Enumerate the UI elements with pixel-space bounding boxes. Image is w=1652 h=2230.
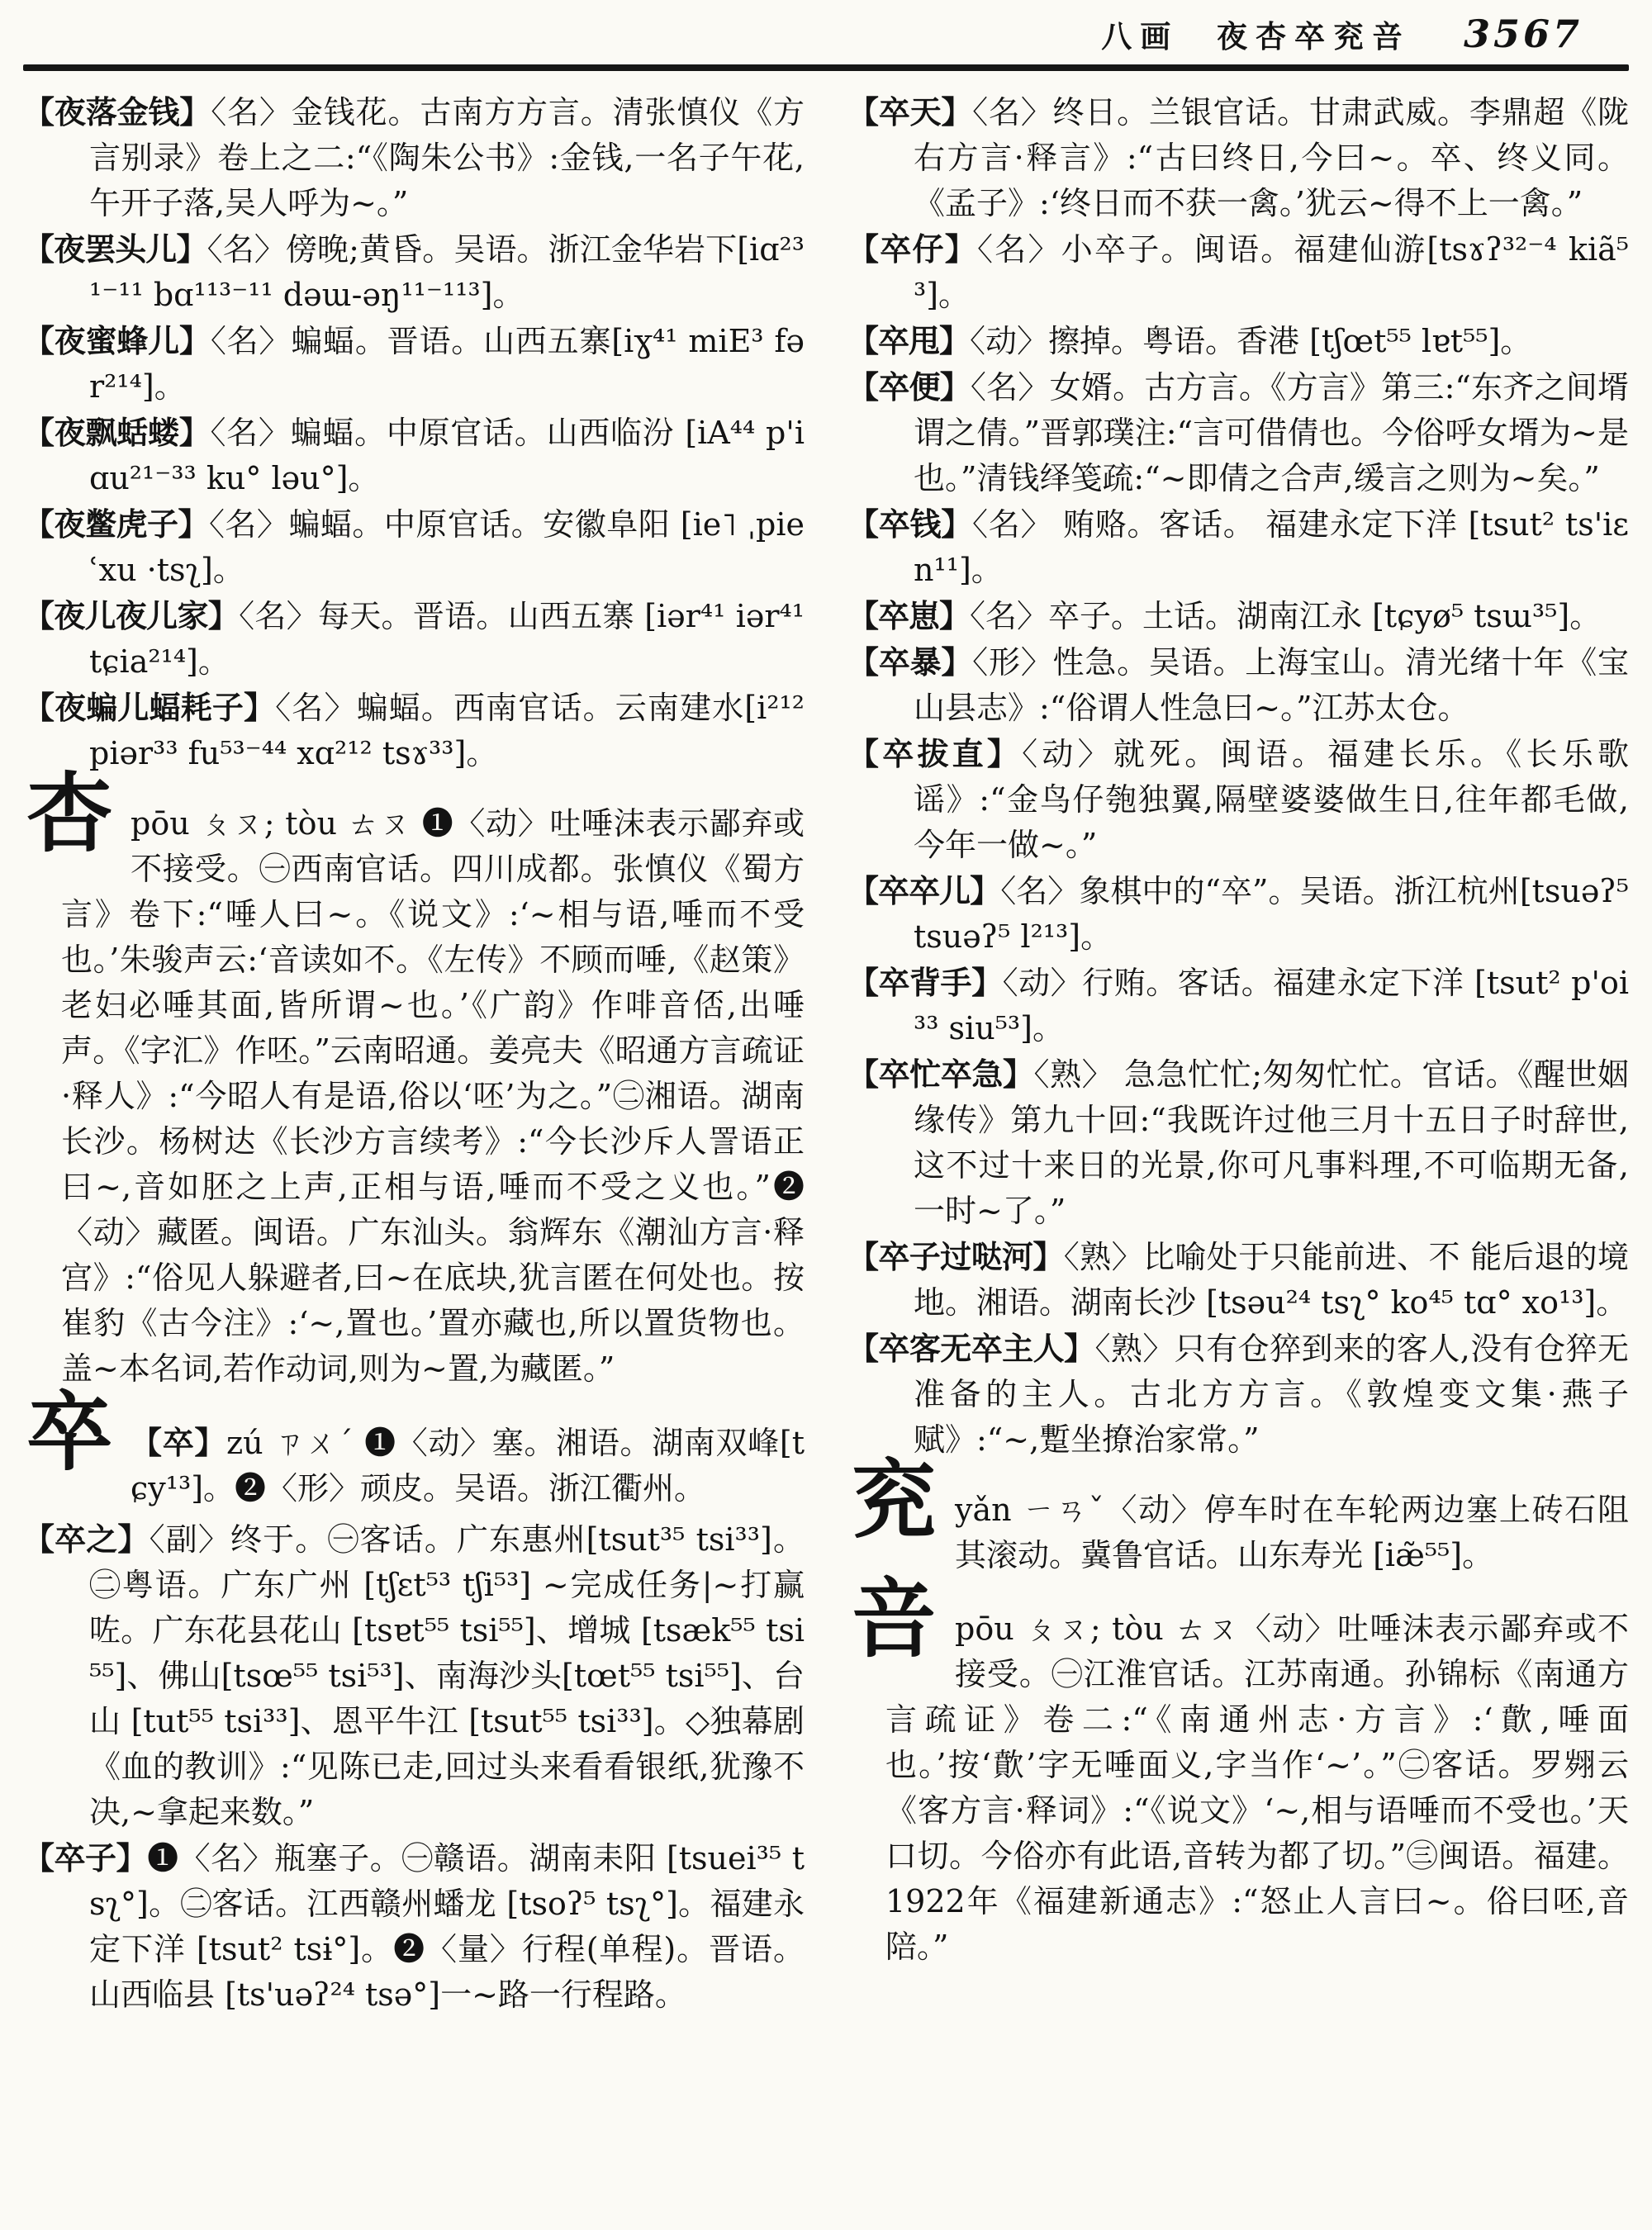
head-character: 兖 [851, 1449, 938, 1550]
dict-entry: 【卒拔直】〈动〉就死。闽语。福建长乐。《长乐歌谣》:“金鸟仔匏独翼,隔壁婆婆做生日,往年都毛做,今年一做~。” [847, 735, 1629, 863]
entry-headword: 【卒之】 [23, 1521, 150, 1558]
entry-headword: 【卒背手】 [847, 964, 1003, 1001]
dict-entry: 【卒甩】〈动〉擦掉。粤语。香港 [tʃœt⁵⁵ lɐt⁵⁵]。 [847, 322, 1532, 359]
entry-headword: 【夜飘蛞蝼】 [23, 414, 211, 451]
dict-entry: 【卒忙卒急】〈熟〉 急急忙忙;匆匆忙忙。官话。《醒世姻缘传》第九十回:“我既许过他三月十五日子时辞世,这不过十来日的光景,你可凡事料理,不可临期无备,一时~了。” [847, 1056, 1629, 1229]
dict-entry: 【卒仔】〈名〉小卒子。闽语。福建仙游[tsɤʔ³²⁻⁴ kiã⁵³]。 [847, 230, 1629, 313]
entry-headword: 【卒子】 [23, 1839, 148, 1877]
entry-headword: 【卒客无卒主人】 [847, 1330, 1095, 1367]
dict-entry: 【夜鳖虎子】〈名〉蝙蝠。中原官话。安徽阜阳 [ie˥ ˌpie ʿxu ·tsʅ]。 [23, 505, 805, 588]
entry-headword: 【夜蜜蜂儿】 [23, 322, 211, 359]
stroke-section-label: 八画 [1101, 18, 1180, 55]
header-rule [23, 64, 1629, 71]
entry-headword: 【卒忙卒急】 [847, 1056, 1034, 1093]
entry-headword: 【卒甩】 [847, 322, 971, 359]
section-body: 【卒】zú ㄗㄨˊ ❶〈动〉塞。湘语。湖南双峰[tɕy¹³]。❷〈形〉顽皮。吴语。浙江衢州。 [131, 1424, 805, 1506]
dict-entry: 【卒钱】〈名〉 贿赂。客话。 福建永定下洋 [tsut² ts'iɛn¹¹]。 [847, 505, 1629, 588]
section-body: pōu ㄆㄡ; tòu ㄊㄡ〈动〉吐唾沫表示鄙弃或不接受。㊀江淮官话。江苏南通。孙锦标《南通方言疏证》卷二:“《南通州志·方言》:‘歕,唾面也。’按‘歕’字无唾面义,字当作‘~’。”㊁客话。罗翙云《客方言·释词》:“《说文》‘~,相与语唾而不受也。’天口切。今俗亦有此语,音转为都了切。”㊂闽语。福建。1922年《福建新通志》:“怒止人言曰~。俗曰呸,音陪。” [885, 1611, 1629, 1965]
entry-headword: 【夜罢头儿】 [23, 230, 207, 268]
two-column-text [23, 89, 1629, 2018]
dict-entry: 【卒之】〈副〉终于。㊀客话。广东惠州[tsut³⁵ tsi³³]。㊁粤语。广东广州 [tʃɛt⁵³ tʃi⁵³] ~完成任务|~打赢咗。广东花县花山 [tsɐt⁵⁵ tsi⁵⁵]、增城 [tsæk⁵⁵ tsi⁵⁵]、佛山[tsœ⁵⁵ tsi⁵³]、南海沙头[tœt⁵⁵ tsi⁵⁵]、台山 [tut⁵⁵ tsi³³]、恩平牛江 [tsut⁵⁵ tsi³³]。◇独幕剧《血的教训》:“见陈已走,回过头来看看银纸,犹豫不决,~拿起来数。” [23, 1521, 805, 1830]
section-body: pōu ㄆㄡ; tòu ㄊㄡ ❶〈动〉吐唾沫表示鄙弃或不接受。㊀西南官话。四川成都。张慎仪《蜀方言》卷下:“唾人曰~。《说文》:‘~相与语,唾而不受也。’朱骏声云:‘音读如不。《左传》不顾而唾,《赵策》老妇必唾其面,皆所谓~也。’《广韵》作啡音俖,出唾声。《字汇》作呸。”云南昭通。姜亮夫《昭通方言疏证·释人》:“今昭人有是语,俗以‘呸’为之。”㊁湘语。湖南长沙。杨树达《长沙方言续考》:“今长沙斥人詈语正曰~,音如胚之上声,正相与语,唾而不受之义也。”❷〈动〉藏匿。闽语。广东汕头。翁辉东《潮汕方言·释宫》:“俗见人躲避者,曰~在底块,犹言匿在何处也。按崔豹《古今注》:‘~,置也。’置亦藏也,所以置货物也。盖~本名词,若作动词,则为~置,为藏匿。” [61, 805, 805, 1387]
dict-entry: 【卒子】❶〈名〉瓶塞子。㊀赣语。湖南耒阳 [tsuei³⁵ tsʅ°]。㊁客话。江西赣州蟠龙 [tsoʔ⁵ tsʅ°]。福建永定下洋 [tsut² tsɨ°]。❷〈量〉行程(单程)。晋语。山西临县 [ts'uəʔ²⁴ tsə°]一~路一行程路。 [23, 1839, 805, 2013]
entry-headword: 【卒拔直】 [847, 735, 1023, 772]
entry-headword: 【卒】 [131, 1424, 227, 1461]
entry-headword: 【卒崽】 [847, 597, 971, 634]
dict-entry: 【卒便】〈名〉女婿。古方言。《方言》第三:“东齐之间壻谓之倩。”晋郭璞注:“言可借倩也。今俗呼女壻为~是也。”清钱绎笺疏:“~即倩之合声,缓言之则为~矣。” [847, 368, 1629, 496]
entry-headword: 【卒便】 [847, 368, 971, 406]
dict-entry: 【卒客无卒主人】〈熟〉只有仓猝到来的客人,没有仓猝无准备的主人。古北方方言。《敦煌变文集·燕子赋》:“~,蹔坐撩治家常。” [847, 1330, 1629, 1458]
entry-headword: 【夜鳖虎子】 [23, 505, 209, 543]
head-character-section [23, 1381, 805, 1511]
right-column [847, 89, 1629, 2018]
dict-entry: 【夜儿夜儿家】〈名〉每天。晋语。山西五寨 [iər⁴¹ iər⁴¹ tɕia²¹⁴]。 [23, 597, 805, 680]
entry-headword: 【卒天】 [847, 93, 973, 130]
entry-headword: 【卒仔】 [847, 230, 977, 268]
dict-entry: 【夜飘蛞蝼】〈名〉蝙蝠。中原官话。山西临汾 [iA⁴⁴ p'iɑu²¹⁻³³ ku° ləu°]。 [23, 414, 805, 496]
dict-entry: 【卒天】〈名〉终日。兰银官话。甘肃武威。李鼎超《陇右方言·释言》:“古曰终日,今曰~。卒、终义同。《孟子》:‘终日而不获一禽。’犹云~得不上一禽。” [847, 93, 1629, 221]
dict-entry: 【卒背手】〈动〉行贿。客话。福建永定下洋 [tsut² p'oi³³ siu⁵³]。 [847, 964, 1629, 1046]
head-character-section [847, 1449, 1629, 1578]
dict-entry: 【卒崽】〈名〉卒子。土话。湖南江永 [tɕyø⁵ tsɯ³⁵]。 [847, 597, 1602, 634]
head-character-section [847, 1568, 1629, 1970]
dict-entry: 【卒子过哒河】〈熟〉比喻处于只能前进、不 能后退的境地。湘语。湖南长沙 [tsəu²⁴ tsʅ° ko⁴⁵ tɑ° xo¹³]。 [847, 1238, 1629, 1321]
head-character: 咅 [851, 1568, 938, 1669]
running-head [23, 12, 1629, 59]
dict-entry: 【夜蜜蜂儿】〈名〉蝙蝠。晋语。山西五寨[iɣ⁴¹ miE³ fər²¹⁴]。 [23, 322, 805, 405]
entry-headword: 【夜蝙儿蝠耗子】 [23, 689, 276, 726]
entry-headword: 【卒暴】 [847, 643, 973, 681]
head-character: 卒 [26, 1381, 113, 1483]
left-column [23, 89, 805, 2018]
section-body: yǎn ㄧㄢˇ〈动〉停车时在车轮两边塞上砖石阻其滚动。冀鲁官话。山东寿光 [iæ̃⁵⁵]。 [955, 1492, 1629, 1573]
head-character: 杏 [26, 762, 113, 864]
dict-entry: 【卒卒儿】〈名〉象棋中的“卒”。吴语。浙江杭州[tsuəʔ⁵ tsuəʔ⁵ l²¹³]。 [847, 872, 1629, 955]
dict-entry: 【夜罢头儿】〈名〉傍晚;黄昏。吴语。浙江金华岩下[iɑ²³¹⁻¹¹ bɑ¹¹³⁻¹¹ dəɯ-əŋ¹¹⁻¹¹³]。 [23, 230, 805, 313]
entry-headword: 【夜落金钱】 [23, 93, 211, 130]
running-head-text [1101, 12, 1411, 56]
head-character-section [23, 762, 805, 1392]
entry-headword: 【卒钱】 [847, 505, 972, 543]
dict-entry: 【夜蝙儿蝠耗子】〈名〉蝙蝠。西南官话。云南建水[i²¹² piər³³ fu⁵³⁻⁴⁴ xɑ²¹² tsɤ³³]。 [23, 689, 805, 771]
dict-entry: 【卒暴】〈形〉性急。吴语。上海宝山。清光绪十年《宝山县志》:“俗谓人性急曰~。”江苏太仓。 [847, 643, 1629, 726]
dict-entry: 【夜落金钱】〈名〉金钱花。古南方方言。清张慎仪《方言别录》卷上之二:“《陶朱公书》:金钱,一名子午花,午开子落,吴人呼为~。” [23, 93, 805, 221]
entry-headword: 【卒卒儿】 [847, 872, 1001, 909]
entry-headword: 【卒子过哒河】 [847, 1238, 1064, 1275]
head-characters-label: 夜杏卒兖咅 [1216, 18, 1411, 55]
entry-headword: 【夜儿夜儿家】 [23, 597, 240, 634]
page-number: 3567 [1463, 12, 1583, 56]
